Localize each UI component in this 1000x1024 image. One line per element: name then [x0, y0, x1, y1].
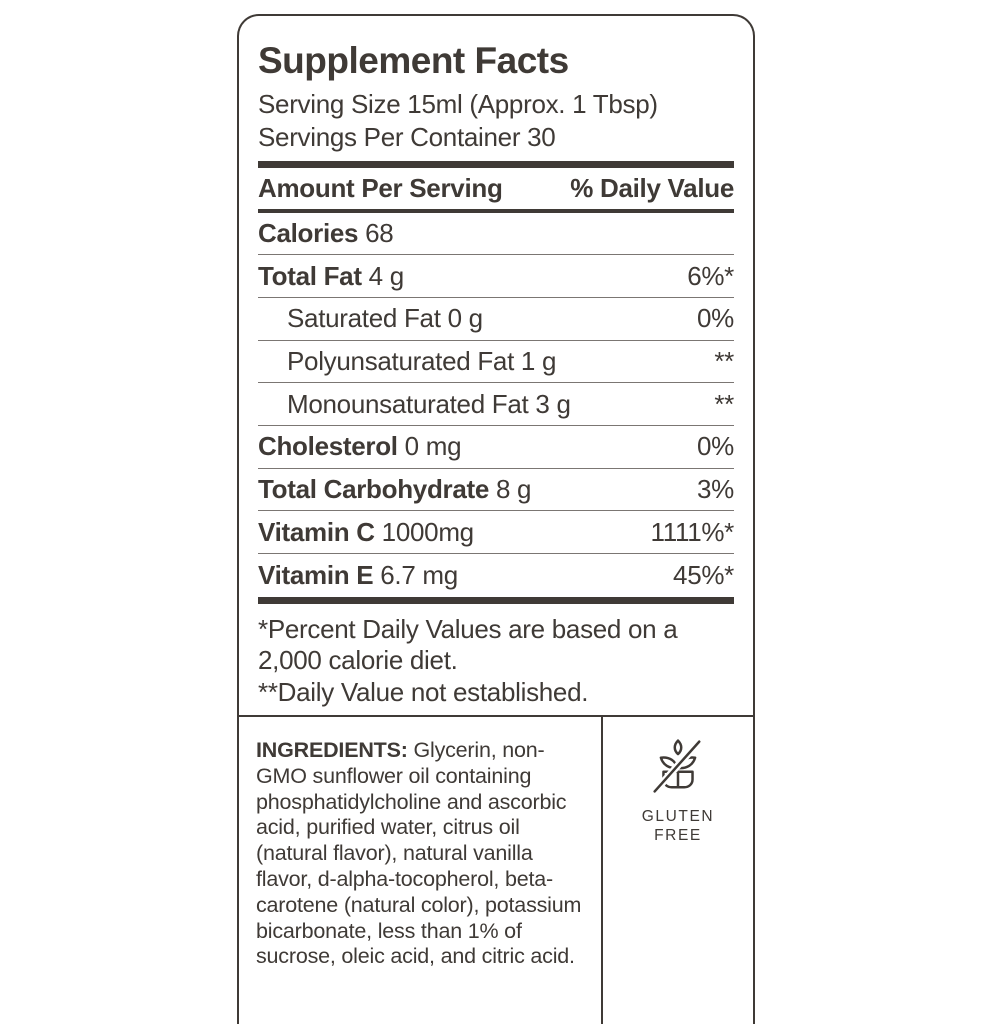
ingredients-text-block — [239, 717, 601, 1024]
ingredients-list: Glycerin, non-GMO sunflower oil containing phosphatidylcholine and ascorbic acid, purified water, citrus oil (natural flavor), natural vanilla flavor, d-alpha-tocopherol, beta-carotene (natural color), potassium bicarbonate, less than 1% of sucrose, oleic acid, and citric acid. — [256, 738, 582, 969]
supplement-facts-section — [239, 42, 753, 708]
serving-size-text — [258, 88, 734, 154]
nutrient-daily-value: 45%* — [673, 559, 734, 590]
thick-divider-top — [258, 161, 734, 168]
nutrient-amount: 4 g — [361, 260, 404, 291]
nutrient-name: Monounsaturated Fat — [287, 388, 529, 419]
nutrient-amount: 0 g — [440, 303, 483, 334]
gluten-free-badge — [601, 717, 753, 1024]
nutrient-amount: 68 — [358, 217, 394, 248]
nutrient-name: Saturated Fat — [287, 303, 441, 334]
nutrient-amount: 3 g — [528, 388, 571, 419]
footnote-daily-values: *Percent Daily Values are based on a 2,000 calorie diet. — [258, 613, 678, 676]
nutrient-amount: 1000mg — [374, 516, 474, 547]
nutrient-name: Polyunsaturated Fat — [287, 345, 514, 376]
nutrient-daily-value: 6%* — [687, 260, 734, 291]
serving-size-line: Serving Size 15ml (Approx. 1 Tbsp) — [258, 89, 658, 119]
nutrient-row — [258, 213, 734, 256]
nutrient-amount: 6.7 mg — [373, 559, 458, 590]
nutrient-row — [258, 554, 734, 597]
nutrient-daily-value: ** — [714, 345, 734, 376]
daily-value-header: % Daily Value — [570, 173, 734, 203]
nutrient-row — [258, 298, 734, 341]
nutrient-daily-value: 0% — [697, 431, 734, 462]
nutrient-name: Total Fat — [258, 260, 362, 291]
amount-per-serving-header: Amount Per Serving — [258, 173, 503, 203]
nutrient-row — [258, 341, 734, 384]
footnotes — [258, 614, 734, 709]
nutrient-amount: 0 mg — [397, 431, 462, 462]
supplement-label-panel — [237, 14, 755, 1024]
nutrient-name: Cholesterol — [258, 431, 398, 462]
ingredients-section — [239, 715, 753, 1024]
nutrient-daily-value: 0% — [697, 303, 734, 334]
nutrient-row — [258, 469, 734, 512]
nutrient-amount: 8 g — [489, 473, 532, 504]
supplement-facts-title: Supplement Facts — [258, 40, 569, 81]
nutrient-row — [258, 255, 734, 298]
nutrient-name: Calories — [258, 217, 359, 248]
nutrient-name: Total Carbohydrate — [258, 473, 490, 504]
nutrient-name: Vitamin E — [258, 559, 374, 590]
gluten-free-line1: GLUTEN — [641, 808, 715, 825]
ingredients-label: INGREDIENTS: — [256, 738, 408, 762]
nutrient-row — [258, 383, 734, 426]
footnote-not-established: **Daily Value not established. — [258, 676, 589, 707]
thick-divider-bottom — [258, 597, 734, 604]
nutrient-row — [258, 511, 734, 554]
table-header-row — [258, 168, 734, 209]
nutrient-daily-value: 3% — [697, 473, 734, 504]
gluten-free-text — [642, 807, 714, 845]
servings-per-container-line: Servings Per Container 30 — [258, 122, 556, 152]
gluten-free-icon — [652, 738, 704, 794]
nutrient-amount: 1 g — [514, 345, 557, 376]
nutrient-daily-value: ** — [714, 388, 734, 419]
nutrient-table — [258, 213, 734, 597]
gluten-free-line2: FREE — [654, 827, 702, 844]
nutrient-daily-value: 1111%* — [650, 516, 734, 547]
nutrient-row — [258, 426, 734, 469]
nutrient-name: Vitamin C — [258, 516, 375, 547]
